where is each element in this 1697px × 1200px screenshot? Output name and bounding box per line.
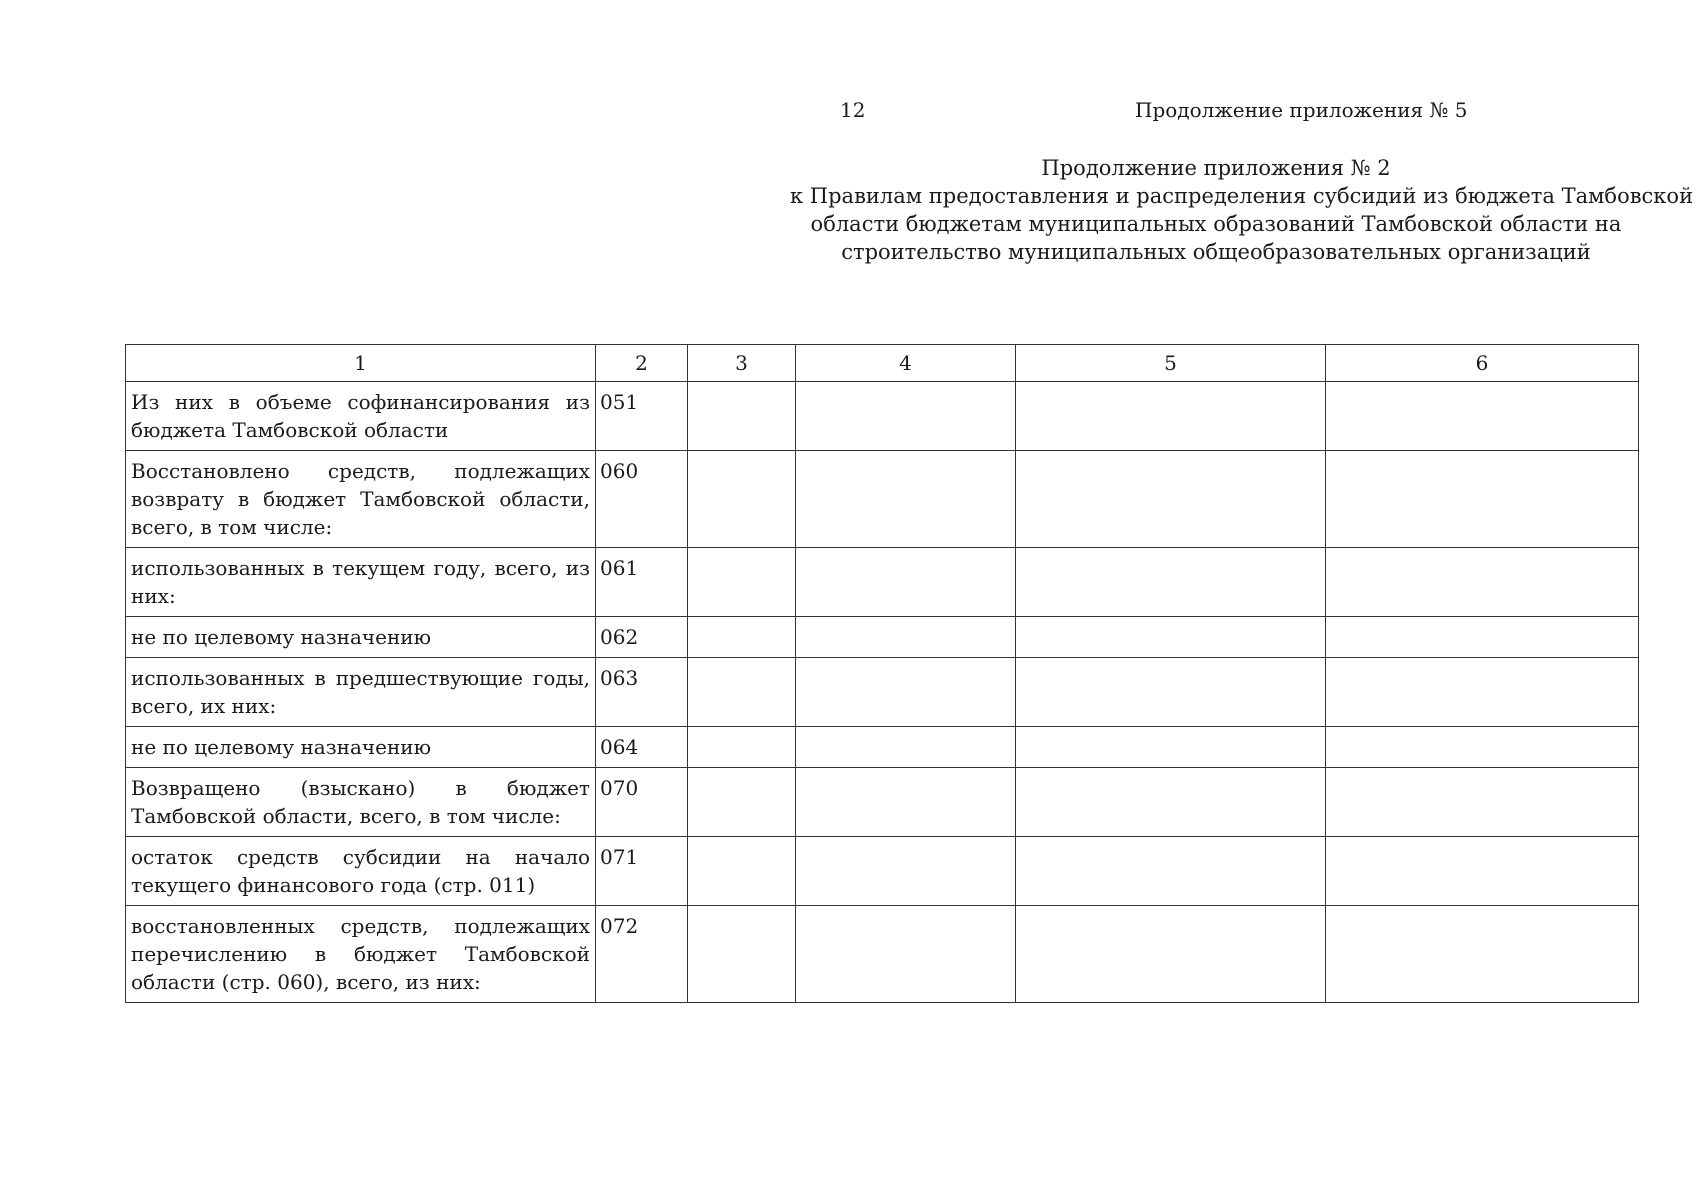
table-cell[interactable]: [688, 906, 796, 1003]
row-code: 051: [596, 382, 688, 451]
annex-header: [790, 154, 1694, 266]
table-cell[interactable]: [1326, 837, 1639, 906]
report-table: [125, 344, 1639, 1003]
table-cell[interactable]: [796, 617, 1016, 658]
table-cell[interactable]: [688, 617, 796, 658]
column-header: 5: [1016, 345, 1326, 382]
table-cell[interactable]: [796, 451, 1016, 548]
row-code: 071: [596, 837, 688, 906]
table-cell[interactable]: [688, 768, 796, 837]
row-label: восстановленных средств, подлежащих перечислению в бюджет Тамбовской области (стр. 060), всего, из них:: [126, 906, 596, 1003]
row-label: Из них в объеме софинансирования из бюджета Тамбовской области: [126, 382, 596, 451]
table-cell[interactable]: [796, 548, 1016, 617]
column-header: 2: [596, 345, 688, 382]
annex-5-continuation: Продолжение приложения № 5: [1135, 98, 1468, 122]
row-label: использованных в текущем году, всего, из них:: [126, 548, 596, 617]
table-cell[interactable]: [1326, 617, 1639, 658]
row-label: не по целевому назначению: [126, 617, 596, 658]
row-label: использованных в предшествующие годы, всего, их них:: [126, 658, 596, 727]
annex-header-line: Продолжение приложения № 2: [1041, 156, 1391, 180]
table-row: [126, 658, 1639, 727]
table-row: [126, 617, 1639, 658]
table-cell[interactable]: [796, 382, 1016, 451]
table-cell[interactable]: [796, 837, 1016, 906]
column-header: 6: [1326, 345, 1639, 382]
table-cell[interactable]: [688, 727, 796, 768]
row-code: 061: [596, 548, 688, 617]
table-cell[interactable]: [688, 451, 796, 548]
table-cell[interactable]: [1326, 906, 1639, 1003]
row-label: Восстановлено средств, подлежащих возврату в бюджет Тамбовской области, всего, в том числе:: [126, 451, 596, 548]
table-cell[interactable]: [1016, 768, 1326, 837]
column-header: 4: [796, 345, 1016, 382]
row-label: Возвращено (взыскано) в бюджет Тамбовской области, всего, в том числе:: [126, 768, 596, 837]
row-code: 072: [596, 906, 688, 1003]
column-header: 3: [688, 345, 796, 382]
annex-header-line: области бюджетам муниципальных образований Тамбовской области на: [810, 212, 1622, 236]
table-cell[interactable]: [1016, 382, 1326, 451]
annex-header-line: строительство муниципальных общеобразовательных организаций: [841, 240, 1591, 264]
table-row: [126, 727, 1639, 768]
row-label: не по целевому назначению: [126, 727, 596, 768]
table-cell[interactable]: [1326, 658, 1639, 727]
table-cell[interactable]: [688, 382, 796, 451]
table-cell[interactable]: [688, 658, 796, 727]
table-cell[interactable]: [1326, 382, 1639, 451]
row-code: 060: [596, 451, 688, 548]
page-number: 12: [840, 98, 866, 122]
row-label: остаток средств субсидии на начало текущего финансового года (стр. 011): [126, 837, 596, 906]
table-cell[interactable]: [796, 727, 1016, 768]
table-cell[interactable]: [1016, 837, 1326, 906]
row-code: 063: [596, 658, 688, 727]
table-cell[interactable]: [1326, 548, 1639, 617]
row-code: 064: [596, 727, 688, 768]
table-row: [126, 451, 1639, 548]
table-row: [126, 382, 1639, 451]
table-cell[interactable]: [1016, 451, 1326, 548]
table-cell[interactable]: [1326, 727, 1639, 768]
table-cell[interactable]: [796, 658, 1016, 727]
table-row: [126, 768, 1639, 837]
table-cell[interactable]: [688, 837, 796, 906]
table-cell[interactable]: [688, 548, 796, 617]
table-cell[interactable]: [1016, 617, 1326, 658]
table-header-row: [126, 345, 1639, 382]
row-code: 070: [596, 768, 688, 837]
table-row: [126, 837, 1639, 906]
table-cell[interactable]: [1016, 727, 1326, 768]
table-cell[interactable]: [1016, 658, 1326, 727]
table-cell[interactable]: [796, 768, 1016, 837]
table-cell[interactable]: [796, 906, 1016, 1003]
table-cell[interactable]: [1326, 451, 1639, 548]
table-cell[interactable]: [1326, 768, 1639, 837]
row-code: 062: [596, 617, 688, 658]
table-cell[interactable]: [1016, 906, 1326, 1003]
annex-header-line: к Правилам предоставления и распределения субсидий из бюджета Тамбовской: [790, 184, 1694, 208]
table-row: [126, 906, 1639, 1003]
column-header: 1: [126, 345, 596, 382]
table-row: [126, 548, 1639, 617]
table-cell[interactable]: [1016, 548, 1326, 617]
